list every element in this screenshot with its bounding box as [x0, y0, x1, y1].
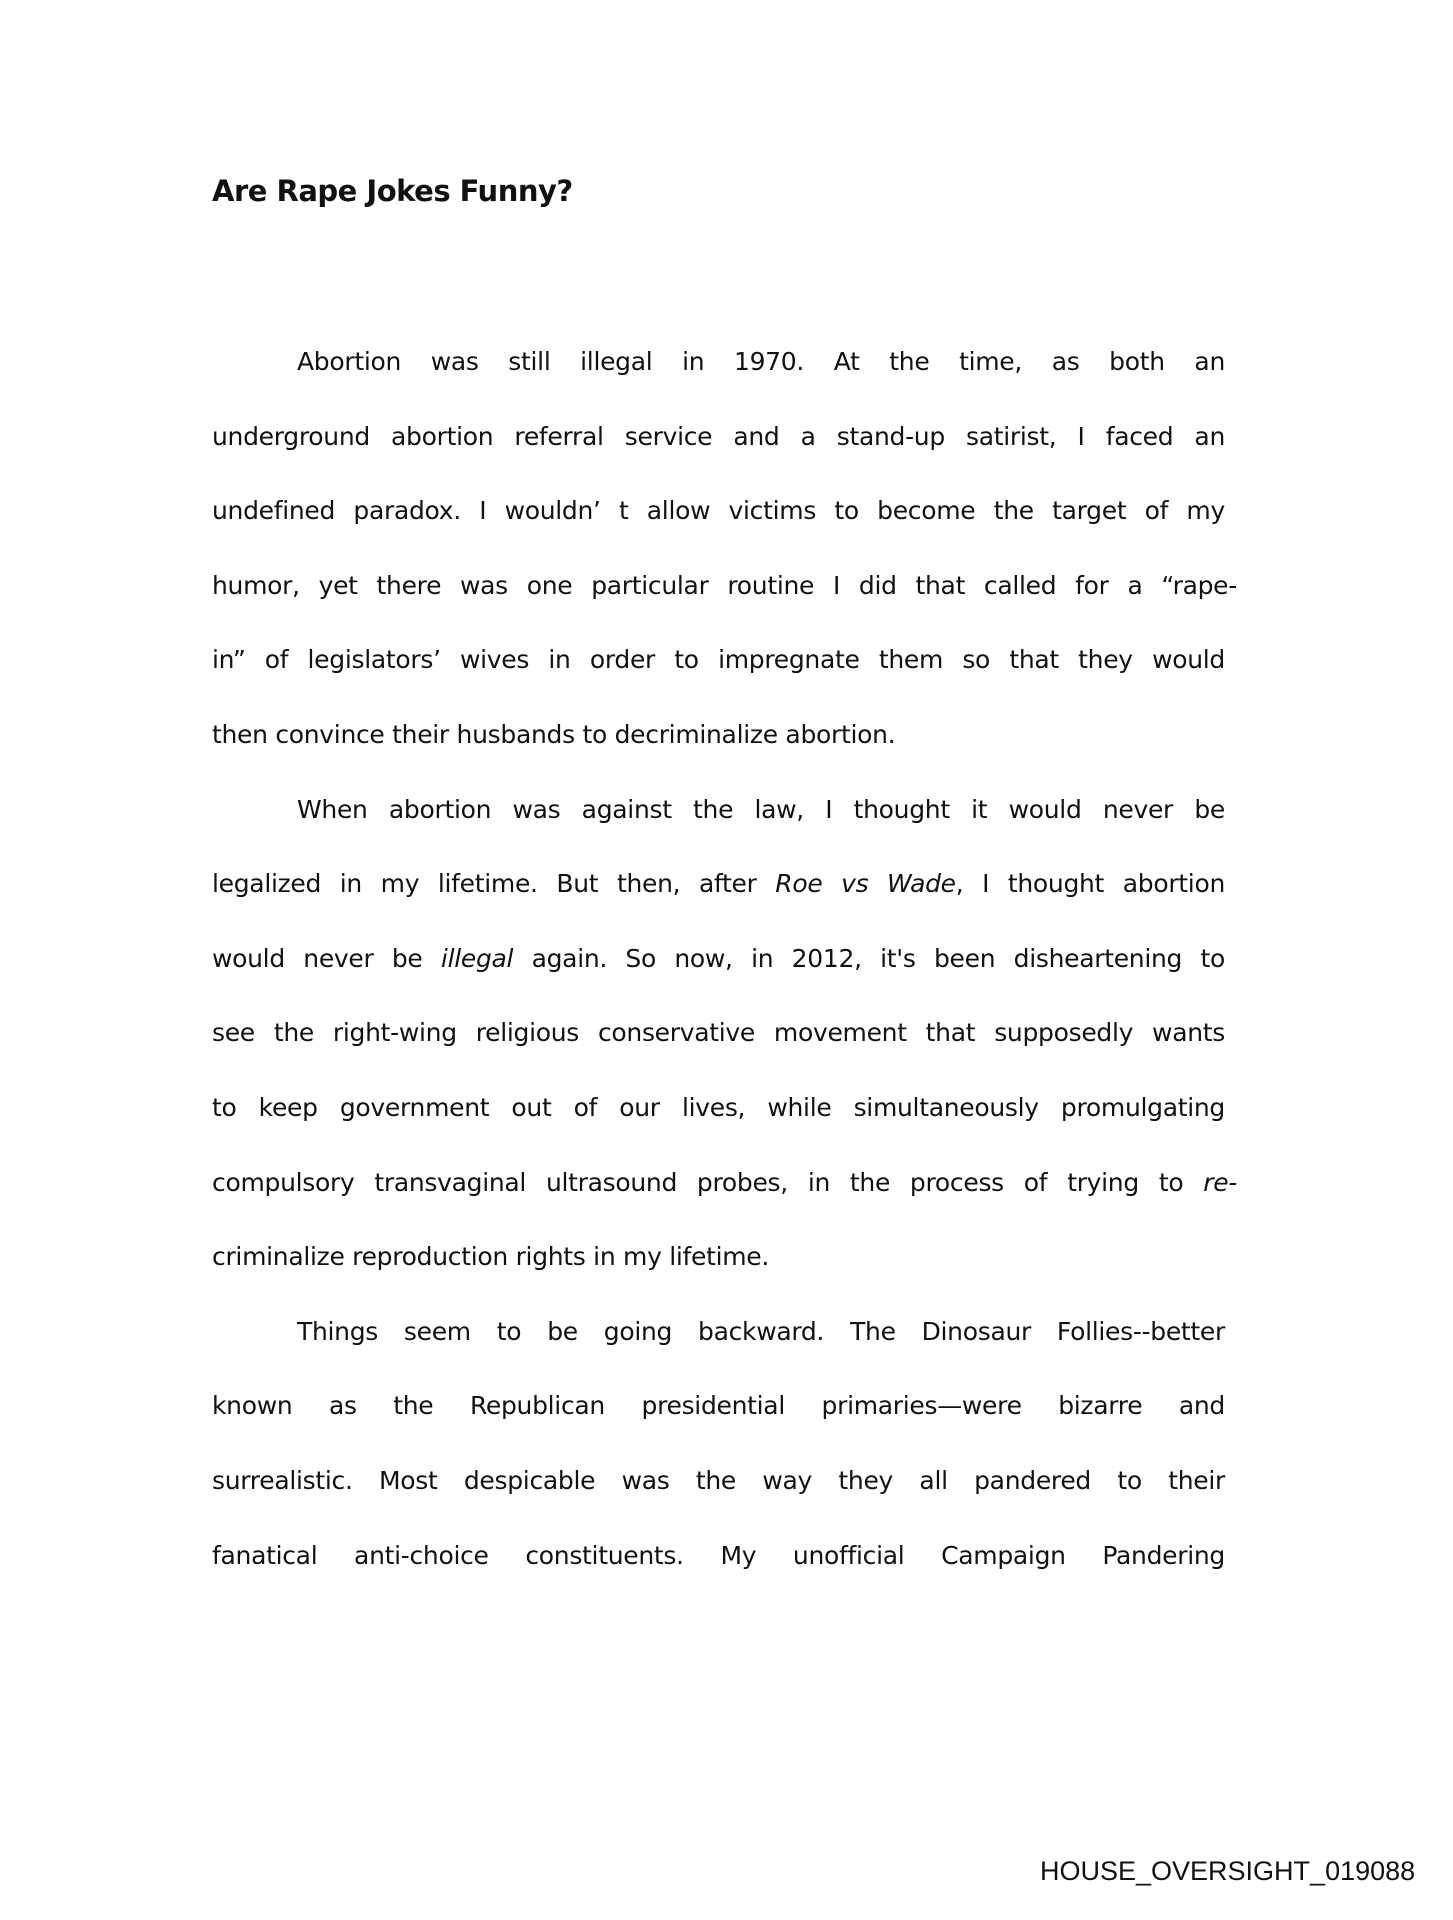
- text-segment: again. So now, in 2012, it's been disheartening to: [513, 943, 1225, 973]
- document-title: Are Rape Jokes Funny?: [212, 174, 573, 208]
- text-segment: surrealistic. Most despicable was the way they all pandered to their: [212, 1465, 1225, 1495]
- text-line: [212, 862, 1225, 937]
- text-line: [212, 564, 1237, 639]
- text-line: [212, 937, 1225, 1012]
- text-segment: in” of legislators’ wives in order to impregnate them so that they would: [212, 645, 1225, 675]
- text-segment: criminalize reproduction rights in my lifetime.: [212, 1242, 770, 1272]
- text-segment: Abortion was still illegal in 1970. At the time, as both an: [297, 347, 1225, 376]
- text-line: [212, 1384, 1225, 1459]
- italic-text: illegal: [440, 943, 514, 973]
- text-segment: to keep government out of our lives, while simultaneously promulgating: [212, 1092, 1225, 1122]
- text-segment: underground abortion referral service and a stand-up satirist, I faced an: [212, 421, 1225, 451]
- text-segment: , I thought abortion: [955, 869, 1225, 899]
- text-line: [212, 1459, 1225, 1534]
- text-segment: legalized in my lifetime. But then, after: [212, 869, 776, 899]
- text-segment: humor, yet there was one particular routine I did that called for a “rape-: [212, 570, 1237, 600]
- text-line: [212, 1161, 1237, 1236]
- text-line: [212, 1534, 1225, 1609]
- text-line: [212, 1011, 1225, 1086]
- text-segment: Things seem to be going backward. The Dinosaur Follies--better: [297, 1316, 1225, 1346]
- text-line: [212, 638, 1225, 713]
- bates-number: HOUSE_OVERSIGHT_019088: [1040, 1856, 1416, 1886]
- text-segment: fanatical anti-choice constituents. My unofficial Campaign Pandering: [212, 1540, 1225, 1570]
- text-line: [212, 489, 1225, 564]
- document-body: [212, 340, 1237, 1608]
- italic-text: re-: [1203, 1167, 1237, 1197]
- italic-text: Roe vs Wade: [775, 869, 956, 899]
- text-line: [212, 1086, 1225, 1161]
- text-segment: then convince their husbands to decriminalize abortion.: [212, 719, 896, 749]
- text-line: [212, 415, 1225, 490]
- text-segment: known as the Republican presidential primaries—were bizarre and: [212, 1391, 1225, 1421]
- text-segment: would never be: [212, 943, 441, 973]
- text-segment: see the right-wing religious conservative movement that supposedly wants: [212, 1018, 1225, 1048]
- text-line: [212, 1235, 1225, 1310]
- text-segment: compulsory transvaginal ultrasound probes, in the process of trying to: [212, 1167, 1204, 1197]
- text-segment: When abortion was against the law, I thought it would never be: [297, 794, 1225, 824]
- text-line: [212, 340, 1225, 415]
- text-segment: undefined paradox. I wouldn’ t allow victims to become the target of my: [212, 496, 1225, 526]
- text-line: [212, 788, 1225, 863]
- text-line: [212, 713, 1225, 788]
- text-line: [212, 1310, 1225, 1385]
